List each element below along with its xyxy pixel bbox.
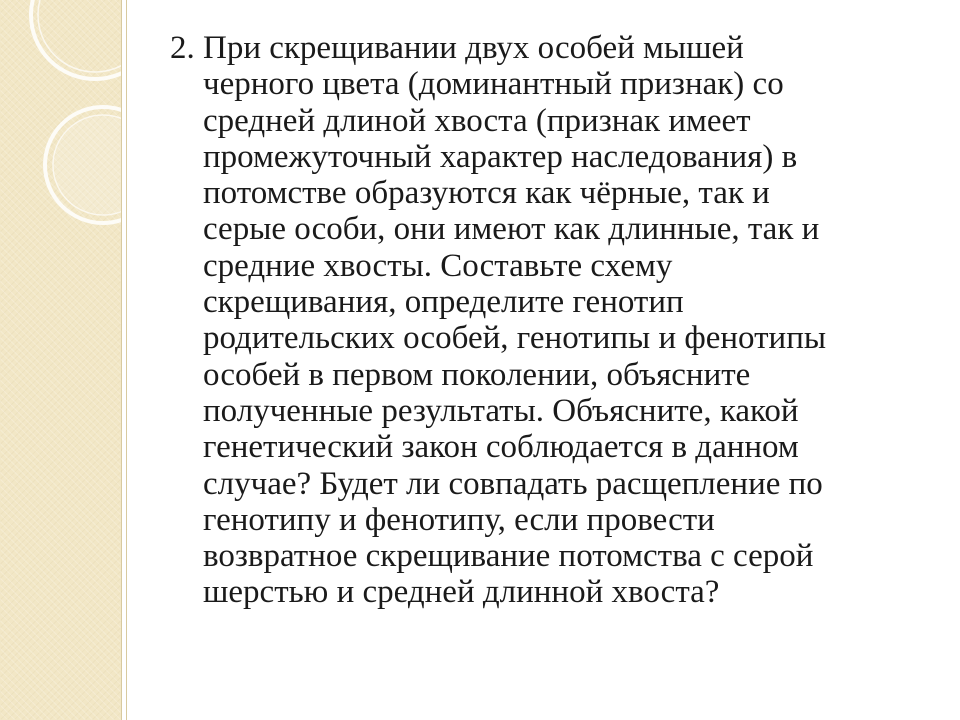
task-line: генетический закон соблюдается в данном [203, 429, 799, 466]
side-rule-1 [121, 0, 122, 720]
task-line: средние хвосты. Составьте схему [203, 247, 673, 284]
task-line: потомстве образуются как чёрные, так и [203, 175, 770, 212]
task-line: средней длиной хвоста (признак имеет [203, 102, 751, 139]
task-line: серые особи, они имеют как длинные, так и [203, 211, 820, 248]
side-rule-2 [126, 0, 127, 720]
task-line: черного цвета (доминантный признак) со [203, 66, 784, 103]
ring-small-fill [54, 116, 121, 214]
task-line: случае? Будет ли совпадать расщепление по [203, 465, 823, 502]
task-line: шерстью и средней длинной хвоста? [203, 574, 720, 611]
task-line: генотипу и фенотипу, если провести [203, 501, 715, 538]
task-line: промежуточный характер наследования) в [203, 138, 798, 175]
task-line: 2. При скрещивании двух особей мышей [170, 30, 744, 66]
task-line: возвратное скрещивание потомства с серой [203, 538, 814, 575]
task-line: скрещивания, определите генотип [203, 284, 684, 321]
ring-large-outer [31, 0, 121, 79]
task-line: родительских особей, генотипы и фенотипы [203, 320, 827, 357]
task-text [170, 30, 930, 611]
decorative-side-band [0, 0, 121, 720]
task-line: особей в первом поколении, объясните [203, 356, 751, 393]
decorative-rings [0, 0, 121, 260]
task-line: полученные результаты. Объясните, какой [203, 392, 799, 429]
